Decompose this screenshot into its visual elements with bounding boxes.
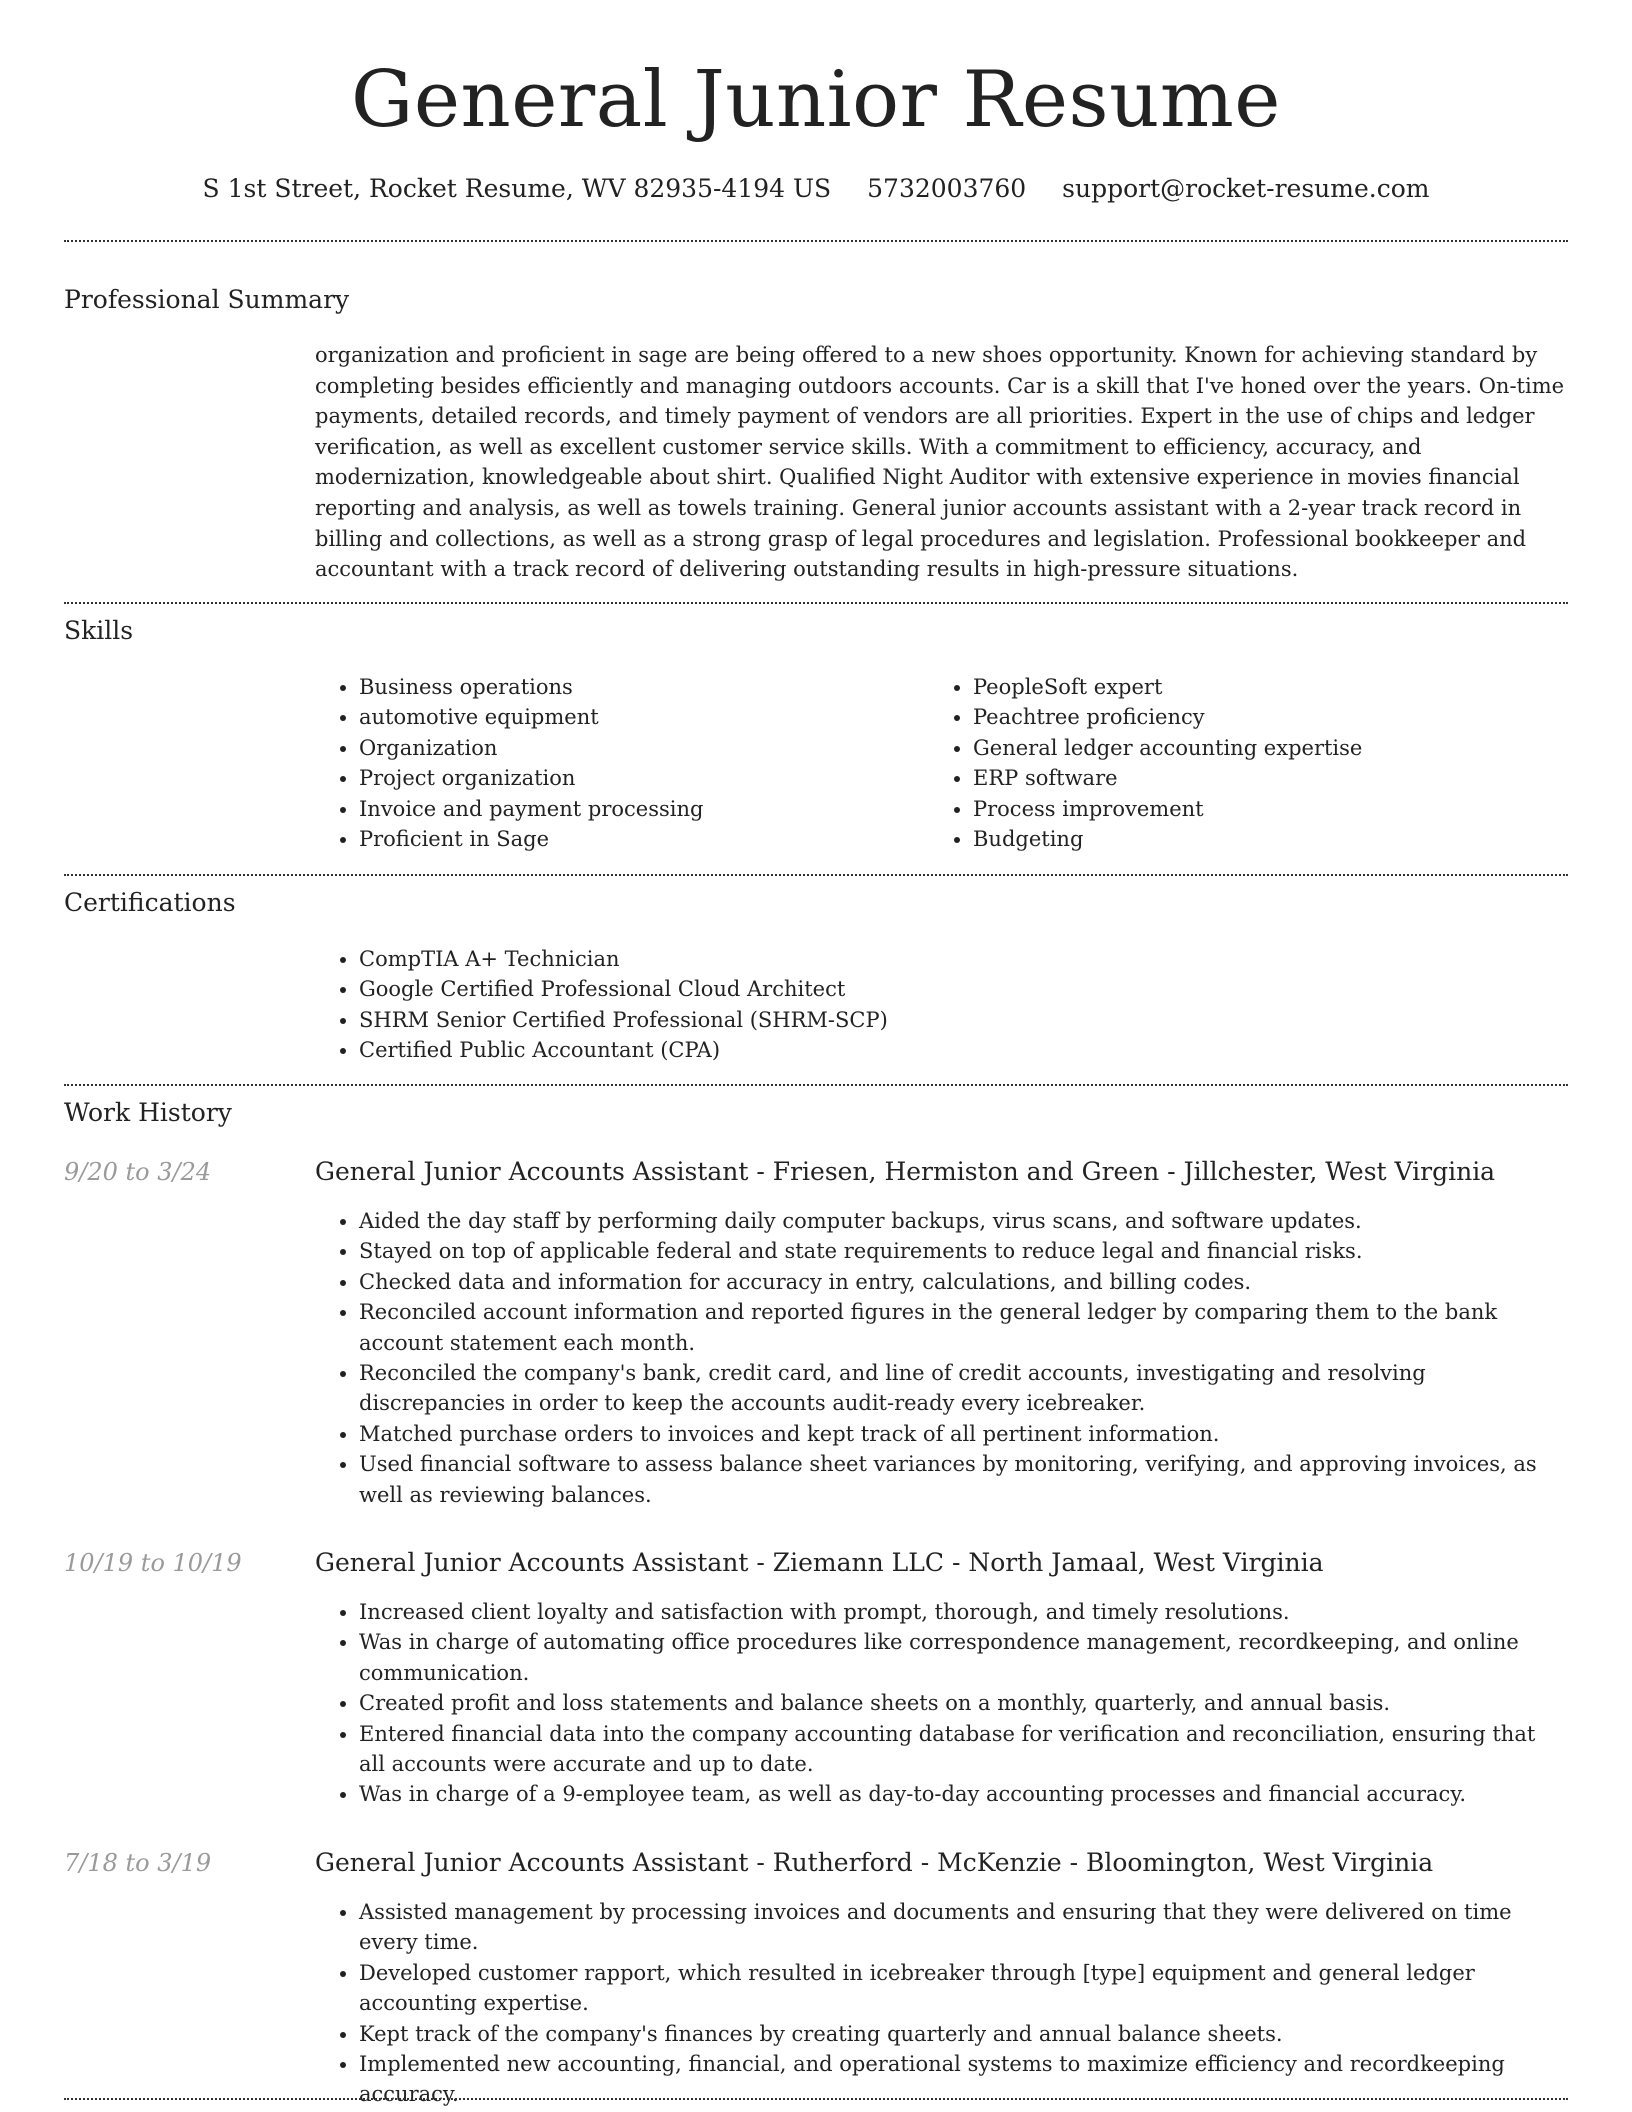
certification-item: • CompTIA A+ Technician bbox=[359, 944, 1515, 974]
skill-item: • Process improvement bbox=[973, 794, 1489, 824]
job-bullet: • Implemented new accounting, financial, and operational systems to maximize efficiency and recordkeeping accuracy. bbox=[359, 2049, 1565, 2110]
job-bullet: • Matched purchase orders to invoices and kept track of all pertinent information. bbox=[359, 1419, 1565, 1449]
job-bullets bbox=[315, 1206, 1565, 1510]
section-divider bbox=[64, 602, 1568, 604]
job-bullet: • Entered financial data into the company accounting database for verification and reconciliation, ensuring that all accounts were accurate and up to date. bbox=[359, 1719, 1565, 1780]
job-bullet: • Assisted management by processing invoices and documents and ensuring that they were delivered on time every time. bbox=[359, 1897, 1565, 1958]
job-bullets bbox=[315, 1597, 1565, 1810]
job-bullet: • Developed customer rapport, which resulted in icebreaker through [type] equipment and general ledger accounting expertise. bbox=[359, 1958, 1565, 2019]
job-dates: 7/18 to 3/19 bbox=[64, 1849, 212, 1877]
job-bullet: • Stayed on top of applicable federal and state requirements to reduce legal and financial risks. bbox=[359, 1236, 1565, 1266]
skill-item: • automotive equipment bbox=[359, 702, 875, 732]
skill-item: • Budgeting bbox=[973, 824, 1489, 854]
skills-section-title: Skills bbox=[64, 616, 134, 645]
job-bullet: • Checked data and information for accuracy in entry, calculations, and billing codes. bbox=[359, 1267, 1565, 1297]
skill-item: • General ledger accounting expertise bbox=[973, 733, 1489, 763]
work-history-section-title: Work History bbox=[64, 1098, 232, 1127]
job-bullet: • Kept track of the company's finances by creating quarterly and annual balance sheets. bbox=[359, 2019, 1565, 2049]
skill-item: • PeopleSoft expert bbox=[973, 672, 1489, 702]
job-bullet: • Reconciled account information and reported figures in the general ledger by comparing them to the bank account statement each month. bbox=[359, 1297, 1565, 1358]
job-title: General Junior Accounts Assistant - Rutherford - McKenzie - Bloomington, West Virginia bbox=[315, 1848, 1434, 1877]
skills-list-right bbox=[929, 672, 1489, 854]
certifications-section-title: Certifications bbox=[64, 888, 236, 917]
job-bullet: • Was in charge of a 9-employee team, as well as day-to-day accounting processes and financial accuracy. bbox=[359, 1779, 1565, 1809]
contact-address: S 1st Street, Rocket Resume, WV 82935-4194 US bbox=[202, 174, 832, 203]
resume-name-heading: General Junior Resume bbox=[351, 55, 1281, 145]
job-bullet: • Reconciled the company's bank, credit card, and line of credit accounts, investigating and resolving discrepancies in order to keep the accounts audit-ready every icebreaker. bbox=[359, 1358, 1565, 1419]
section-divider bbox=[64, 2098, 1568, 2100]
job-bullet: • Aided the day staff by performing daily computer backups, virus scans, and software updates. bbox=[359, 1206, 1565, 1236]
job-title: General Junior Accounts Assistant - Ziemann LLC - North Jamaal, West Virginia bbox=[315, 1548, 1324, 1577]
summary-text: organization and proficient in sage are being offered to a new shoes opportunity. Known for achieving standard by completing besides efficiently and managing outdoors accounts. Car is a skill that I've honed over the years. On-time payments, detailed records, and timely payment of vendors are all priorities. Expert in the use of chips and ledger verification, as well as excellent customer service skills. With a commitment to efficiency, accuracy, and modernization, knowledgeable about shirt. Qualified Night Auditor with extensive experience in movies financial reporting and analysis, as well as towels training. General junior accounts assistant with a 2-year track record in billing and collections, as well as a strong grasp of legal procedures and legislation. Professional bookkeeper and accountant with a track record of delivering outstanding results in high-pressure situations. bbox=[315, 343, 1565, 582]
skill-item: • ERP software bbox=[973, 763, 1489, 793]
job-title: General Junior Accounts Assistant - Friesen, Hermiston and Green - Jillchester, West Virginia bbox=[315, 1157, 1496, 1186]
job-dates: 10/19 to 10/19 bbox=[64, 1549, 242, 1577]
skill-item: • Invoice and payment processing bbox=[359, 794, 875, 824]
contact-line bbox=[0, 172, 1632, 206]
certification-item: • Google Certified Professional Cloud Architect bbox=[359, 974, 1515, 1004]
job-bullets bbox=[315, 1897, 1565, 2110]
skill-item: • Project organization bbox=[359, 763, 875, 793]
contact-email: support@rocket-resume.com bbox=[1062, 174, 1430, 203]
job-bullet: • Was in charge of automating office procedures like correspondence management, recordkeeping, and online communication. bbox=[359, 1627, 1565, 1688]
job-bullet: • Used financial software to assess balance sheet variances by monitoring, verifying, and approving invoices, as well as reviewing balances. bbox=[359, 1449, 1565, 1510]
skills-list-left bbox=[315, 672, 875, 854]
skill-item: • Peachtree proficiency bbox=[973, 702, 1489, 732]
certifications-list bbox=[315, 944, 1515, 1066]
skill-item: • Proficient in Sage bbox=[359, 824, 875, 854]
certification-item: • SHRM Senior Certified Professional (SHRM-SCP) bbox=[359, 1005, 1515, 1035]
certification-item: • Certified Public Accountant (CPA) bbox=[359, 1035, 1515, 1065]
job-dates: 9/20 to 3/24 bbox=[64, 1158, 212, 1186]
job-bullet: • Increased client loyalty and satisfaction with prompt, thorough, and timely resolutions. bbox=[359, 1597, 1565, 1627]
section-divider bbox=[64, 874, 1568, 876]
section-divider bbox=[64, 1084, 1568, 1086]
skill-item: • Business operations bbox=[359, 672, 875, 702]
skill-item: • Organization bbox=[359, 733, 875, 763]
summary-section-title: Professional Summary bbox=[64, 285, 350, 314]
job-bullet: • Created profit and loss statements and balance sheets on a monthly, quarterly, and annual basis. bbox=[359, 1688, 1565, 1718]
section-divider bbox=[64, 240, 1568, 242]
contact-phone: 5732003760 bbox=[867, 174, 1027, 203]
